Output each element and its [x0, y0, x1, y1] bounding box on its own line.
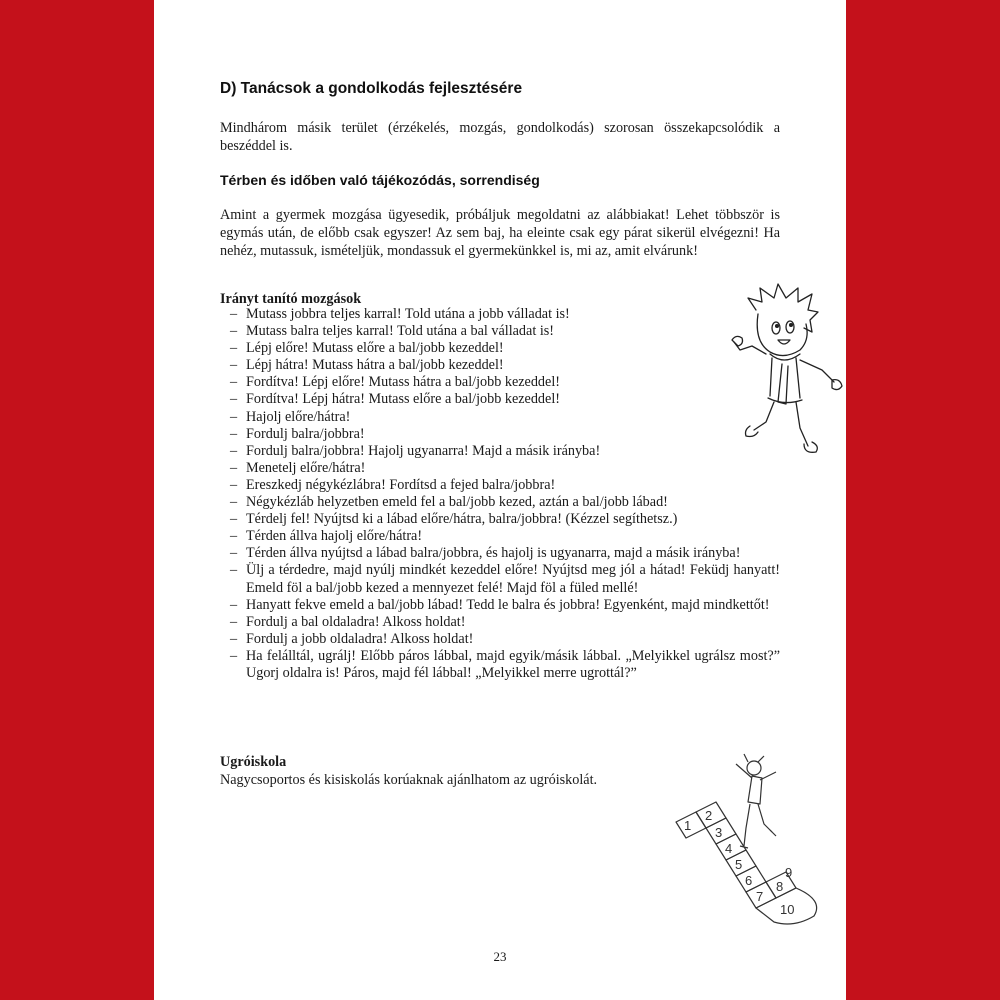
- hopscotch-number-2: 2: [705, 808, 713, 823]
- hopscotch-number-7: 7: [756, 889, 764, 904]
- exercise-text: Lépj előre! Mutass előre a bal/jobb kezeddel!: [246, 340, 504, 357]
- hopscotch-heading: Ugróiskola: [220, 754, 287, 770]
- subsection-heading: Térben és időben való tájékozódás, sorrendiség: [220, 172, 540, 188]
- exercise-text: Fordulj a jobb oldaladra! Alkoss holdat!: [246, 630, 474, 647]
- exercise-item: [220, 443, 608, 460]
- exercise-text: Menetelj előre/hátra!: [246, 459, 366, 476]
- list-dash: –: [230, 511, 238, 528]
- exercise-item: [220, 511, 780, 528]
- list-dash: –: [230, 613, 238, 630]
- list-dash: –: [230, 596, 238, 613]
- exercise-text: Hajolj előre/hátra!: [246, 408, 351, 425]
- exercise-text: Térdelj fel! Nyújtsd ki a lábad előre/hátra, balra/jobbra! (Kézzel segíthetsz.): [246, 511, 678, 528]
- exercise-item: [220, 306, 780, 323]
- exercise-text: Mutass jobbra teljes karral! Told utána a jobb válladat is!: [246, 306, 570, 322]
- exercise-item: [220, 340, 780, 357]
- exercise-list: [220, 306, 780, 682]
- list-dash: –: [230, 408, 238, 425]
- hopscotch-number-8: 8: [776, 879, 784, 894]
- exercise-text: Mutass balra teljes karral! Told utána a bal válladat is!: [246, 323, 555, 340]
- list-dash: –: [230, 630, 238, 647]
- exercise-item: [220, 648, 780, 682]
- list-dash: –: [230, 374, 238, 391]
- list-dash: –: [230, 425, 238, 442]
- exercise-item: [220, 545, 780, 562]
- exercise-text: Térden állva nyújtsd a lábad balra/jobbra, és hajolj is ugyanarra, majd a másik irányba!: [246, 545, 741, 562]
- exercise-text: Lépj hátra! Mutass hátra a bal/jobb kezeddel!: [246, 357, 504, 374]
- exercise-item: [220, 409, 780, 426]
- list-dash: –: [230, 476, 238, 493]
- list-dash: –: [230, 647, 238, 664]
- intro-paragraph: Mindhárom másik terület (érzékelés, mozgás, gondolkodás) szorosan összekapcsolódik a beszéddel is.: [220, 120, 780, 154]
- exercise-text: Fordítva! Lépj előre! Mutass hátra a bal/jobb kezeddel!: [246, 374, 560, 391]
- exercise-item: [220, 528, 780, 545]
- list-dash: –: [230, 391, 238, 408]
- exercise-item: [220, 460, 780, 477]
- exercise-text: Térden állva hajolj előre/hátra!: [246, 528, 423, 545]
- hopscotch-number-10: 10: [780, 902, 795, 917]
- exercise-text: Fordulj balra/jobbra! Hajolj ugyanarra! Majd a másik irányba!: [246, 442, 601, 459]
- exercise-item: [220, 597, 780, 614]
- exercise-text: Fordulj balra/jobbra!: [246, 425, 365, 442]
- exercise-item: [220, 477, 780, 494]
- list-dash: –: [230, 545, 238, 562]
- exercise-text: Ülj a térdedre, majd nyúlj mindkét kezeddel előre! Nyújtsd meg jól a hátad! Feküdj hanyatt! Emeld föl a bal/jobb kezed a mennyezet felé! Majd föl a füled mellé!: [246, 562, 780, 596]
- hopscotch-number-9: 9: [785, 865, 793, 880]
- spatial-paragraph: Amint a gyermek mozgása ügyesedik, próbáljuk megoldatni az alábbiakat! Lehet többször is egymás után, de előbb csak egyszer! Az sem baj, ha eleinte csak egy párat sikerül elvégezni! Ha nehéz, mutassuk, ismételjük, mondassuk el gyermekünkkel is, mi az, amit elvárunk!: [220, 207, 780, 259]
- hopscotch-number-1: 1: [684, 818, 692, 833]
- page-number: 23: [493, 949, 507, 964]
- section-heading: D) Tanácsok a gondolkodás fejlesztésére: [220, 80, 523, 97]
- list-dash: –: [230, 306, 238, 322]
- hopscotch-illustration: [674, 750, 844, 925]
- exercise-text: Hanyatt fekve emeld a bal/jobb lábad! Tedd le balra és jobbra! Egyenként, majd mindkettőt!: [246, 596, 770, 613]
- hopscotch-number-4: 4: [725, 841, 733, 856]
- hopscotch-number-3: 3: [715, 825, 723, 840]
- exercise-text: Ereszkedj négykézlábra! Fordítsd a fejed balra/jobbra!: [246, 476, 556, 493]
- list-dash: –: [230, 340, 238, 357]
- jumping-boy-illustration: [726, 280, 846, 460]
- exercise-item: [220, 614, 780, 631]
- exercise-item: [220, 562, 780, 596]
- list-dash: –: [230, 562, 238, 579]
- list-dash: –: [230, 357, 238, 374]
- exercise-text: Négykézláb helyzetben emeld fel a bal/jobb kezed, aztán a bal/jobb lábad!: [246, 494, 668, 511]
- exercise-item: [220, 494, 780, 511]
- exercise-item: [220, 391, 780, 408]
- exercise-text: Ha felálltál, ugrálj! Előbb páros lábbal, majd egyik/másik lábbal. „Melyikkel ugrálsz most?” Ugorj oldalra is! Páros, majd fél lábbal! „Melyikkel merre ugrottál?”: [246, 647, 780, 681]
- book-page: [154, 0, 846, 1000]
- list-dash: –: [230, 442, 238, 459]
- hopscotch-number-5: 5: [735, 857, 743, 872]
- list-dash: –: [230, 494, 238, 511]
- list-dash: –: [230, 323, 238, 340]
- exercise-item: [220, 426, 780, 443]
- direction-exercises-heading: Irányt tanító mozgások: [220, 291, 362, 307]
- exercise-text: Fordítva! Lépj hátra! Mutass előre a bal/jobb kezeddel!: [246, 391, 560, 408]
- hopscotch-number-6: 6: [745, 873, 753, 888]
- exercise-item: [220, 357, 780, 374]
- exercise-item: [220, 631, 780, 648]
- exercise-text: Fordulj a bal oldaladra! Alkoss holdat!: [246, 613, 466, 630]
- hopscotch-text: Nagycsoportos és kisiskolás korúaknak ajánlhatom az ugróiskolát.: [220, 772, 598, 788]
- exercise-item: [220, 374, 780, 391]
- exercise-item: [220, 323, 780, 340]
- list-dash: –: [230, 459, 238, 476]
- list-dash: –: [230, 528, 238, 545]
